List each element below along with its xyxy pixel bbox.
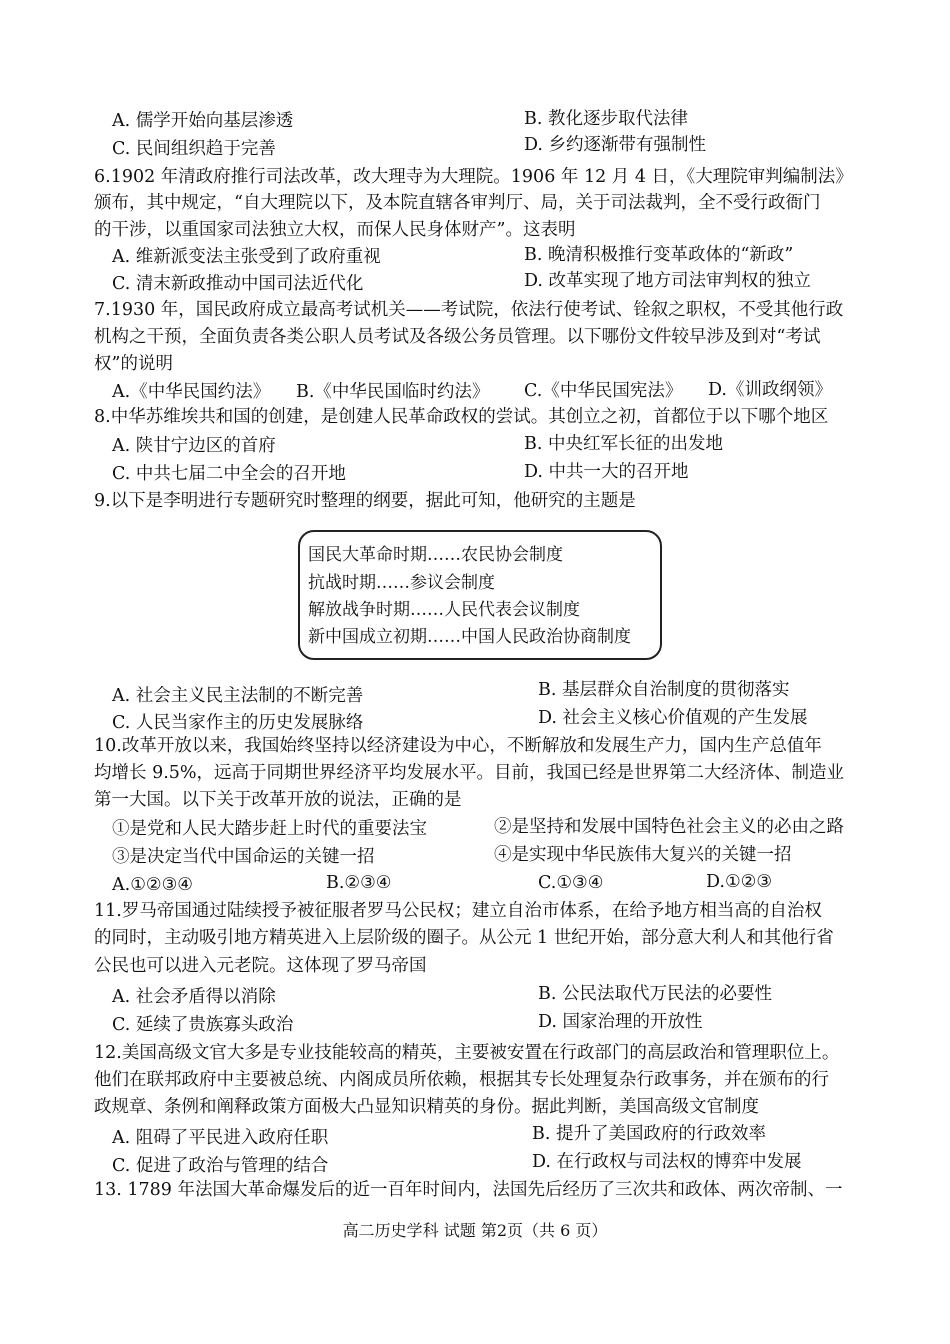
q8-option-a: A. 陕甘宁边区的首府	[112, 436, 276, 456]
q6-option-b: B. 晚清积极推行变革政体的“新政”	[524, 245, 794, 265]
q12-option-a: A. 阻碍了平民进入政府任职	[112, 1128, 329, 1148]
q10-stem-line: 均增长 9.5%，远高于同期世界经济平均发展水平。目前，我国已经是世界第二大经济体、制造业	[94, 763, 845, 783]
outline-line: 解放战争时期……人民代表会议制度	[308, 600, 580, 620]
q7-option-d: D.《训政纲领》	[708, 380, 832, 400]
q12-stem-line: 12.美国高级文官大多是专业技能较高的精英，主要被安置在行政部门的高层政治和管理职位上。	[94, 1043, 840, 1063]
q12-option-c: C. 促进了政治与管理的结合	[112, 1156, 329, 1176]
q8-option-c: C. 中共七届二中全会的召开地	[112, 464, 346, 484]
q5-option-b: B. 教化逐步取代法律	[524, 109, 688, 129]
q10-statement-2: ②是坚持和发展中国特色社会主义的必由之路	[494, 817, 844, 837]
q9-option-b: B. 基层群众自治制度的贯彻落实	[538, 680, 790, 700]
q10-statement-1: ①是党和人民大踏步赶上时代的重要法宝	[112, 819, 427, 839]
q5-option-a: A. 儒学开始向基层渗透	[112, 111, 294, 131]
q6-option-c: C. 清末新政推动中国司法近代化	[112, 274, 364, 294]
q10-statement-3: ③是决定当代中国命运的关键一招	[112, 847, 375, 867]
q10-option-c: C.①③④	[538, 873, 604, 893]
q10-option-d: D.①②③	[706, 872, 773, 892]
q12-stem-line: 他们在联邦政府中主要被总统、内阁成员所依赖，根据其专长处理复杂行政事务，并在颁布的行	[94, 1070, 829, 1090]
page-footer: 高二历史学科 试题 第2页（共 6 页）	[342, 1221, 608, 1240]
q7-option-c: C.《中华民国宪法》	[524, 381, 683, 401]
q5-option-d: D. 乡约逐渐带有强制性	[524, 135, 707, 155]
q7-stem-line: 7.1930 年，国民政府成立最高考试机关——考试院，依法行使考试、铨叙之职权，不受其他行政	[94, 300, 844, 320]
q8-option-d: D. 中共一大的召开地	[524, 462, 689, 482]
q11-option-b: B. 公民法取代万民法的必要性	[538, 984, 772, 1004]
q7-option-b: B.《中华民国临时约法》	[296, 382, 490, 402]
q10-stem-line: 第一大国。以下关于改革开放的说法，正确的是	[94, 790, 462, 810]
q10-stem-line: 10.改革开放以来，我国始终坚持以经济建设为中心，不断解放和发展生产力，国内生产总值年	[94, 736, 822, 756]
q6-option-d: D. 改革实现了地方司法审判权的独立	[524, 271, 812, 291]
outline-line: 新中国成立初期……中国人民政治协商制度	[308, 627, 631, 647]
q7-stem-line: 机构之干预，全面负责各类公职人员考试及各级公务员管理。以下哪份文件较早涉及到对“考试	[94, 327, 821, 347]
q12-option-d: D. 在行政权与司法权的博弈中发展	[532, 1152, 802, 1172]
q10-option-a: A.①②③④	[112, 875, 193, 895]
outline-line: 国民大革命时期……农民协会制度	[308, 545, 563, 565]
q10-statement-4: ④是实现中华民族伟大复兴的关键一招	[494, 845, 792, 865]
q8-option-b: B. 中央红军长征的出发地	[524, 434, 723, 454]
q9-stem-line: 9.以下是李明进行专题研究时整理的纲要，据此可知，他研究的主题是	[94, 491, 636, 511]
outline-line: 抗战时期……参议会制度	[308, 573, 495, 593]
q9-option-a: A. 社会主义民主法制的不断完善	[112, 686, 364, 706]
q11-stem-line: 公民也可以进入元老院。这体现了罗马帝国	[94, 956, 427, 976]
q11-option-c: C. 延续了贵族寡头政治	[112, 1015, 294, 1035]
q6-option-a: A. 维新派变法主张受到了政府重视	[112, 247, 381, 267]
q5-option-c: C. 民间组织趋于完善	[112, 139, 276, 159]
q11-stem-line: 11.罗马帝国通过陆续授予被征服者罗马公民权；建立自治市体系，在给予地方相当高的自治权	[94, 901, 822, 921]
q8-stem-line: 8.中华苏维埃共和国的创建，是创建人民革命政权的尝试。其创立之初，首都位于以下哪个地区	[94, 407, 829, 427]
q6-stem-line: 颁布，其中规定，“自大理院以下，及本院直辖各审判厅、局，关于司法裁判，全不受行政衙门	[94, 193, 821, 213]
q7-stem-line: 权”的说明	[94, 354, 173, 374]
q9-option-d: D. 社会主义核心价值观的产生发展	[538, 708, 808, 728]
q12-option-b: B. 提升了美国政府的行政效率	[532, 1124, 766, 1144]
q6-stem-line: 6.1902 年清政府推行司法改革，改大理寺为大理院。1906 年 12 月 4 日，《大理院审判编制法》	[94, 167, 853, 187]
q11-stem-line: 的同时，主动吸引地方精英进入上层阶级的圈子。从公元 1 世纪开始，部分意大利人和其他行省	[94, 928, 834, 948]
q11-option-d: D. 国家治理的开放性	[538, 1012, 703, 1032]
q13-stem-line: 13. 1789 年法国大革命爆发后的近一百年时间内，法国先后经历了三次共和政体、两次帝制、一	[94, 1180, 843, 1200]
q6-stem-line: 的干涉，以重国家司法独立大权，而保人民身体财产”。这表明	[94, 220, 576, 240]
q9-option-c: C. 人民当家作主的历史发展脉络	[112, 713, 364, 733]
q7-option-a: A.《中华民国约法》	[112, 382, 271, 402]
q10-option-b: B.②③④	[326, 873, 392, 893]
q11-option-a: A. 社会矛盾得以消除	[112, 987, 276, 1007]
q12-stem-line: 政规章、条例和阐释政策方面极大凸显知识精英的身份。据此判断，美国高级文官制度	[94, 1097, 759, 1117]
